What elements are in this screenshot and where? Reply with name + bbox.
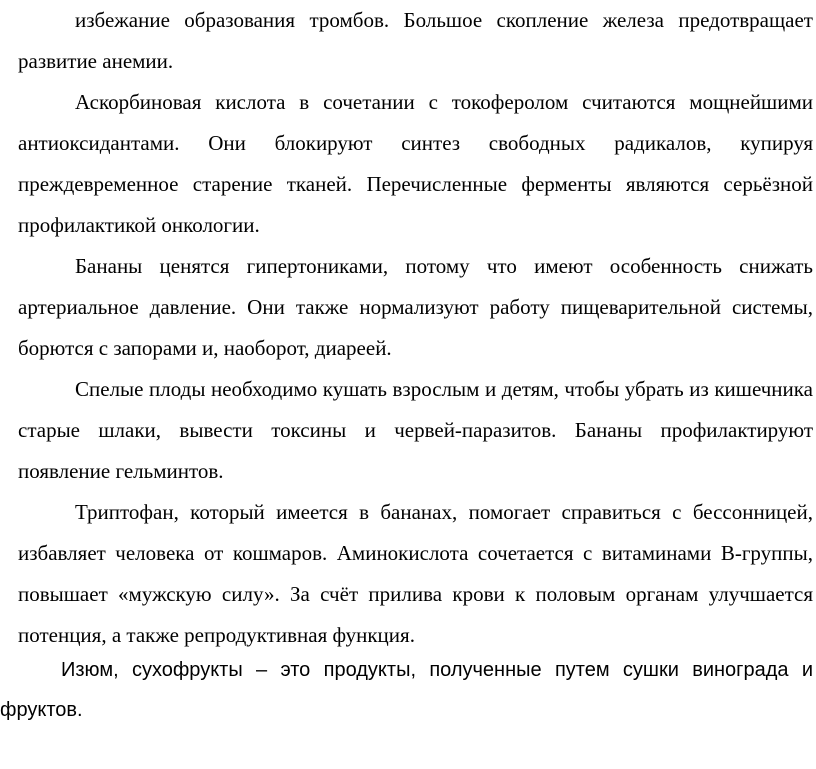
document-closing <box>0 650 813 730</box>
document-body <box>18 0 813 656</box>
paragraph-blood-pressure: Бананы ценятся гипертониками, потому что имеют особенность снижать артериальное давление. Они также нормализуют работу пищеварительной системы, борются с запорами и, наоборот, диареей. <box>18 254 813 360</box>
paragraph-ripe-fruits: Спелые плоды необходимо кушать взрослым и детям, чтобы убрать из кишечника старые шлаки, вывести токсины и червей-паразитов. Бананы профилактируют появление гельминтов. <box>18 377 813 483</box>
paragraph-iron: избежание образования тромбов. Большое скопление железа предотвращает развитие анемии. <box>18 8 813 73</box>
paragraph-ascorbic-acid: Аскорбиновая кислота в сочетании с токоферолом считаются мощнейшими антиоксидантами. Они блокируют синтез свободных радикалов, купируя преждевременное старение тканей. Перечисленные ферменты являются серьёзной профилактикой онкологии. <box>18 90 813 237</box>
paragraph-raisins: Изюм, сухофрукты – это продукты, полученные путем сушки винограда и фруктов. <box>0 659 813 721</box>
paragraph-tryptophan: Триптофан, который имеется в бананах, помогает справиться с бессонницей, избавляет человека от кошмаров. Аминокислота сочетается с витаминами В-группы, повышает «мужскую силу». За счёт прилива крови к половым органам улучшается потенция, а также репродуктивная функция. <box>18 500 813 647</box>
